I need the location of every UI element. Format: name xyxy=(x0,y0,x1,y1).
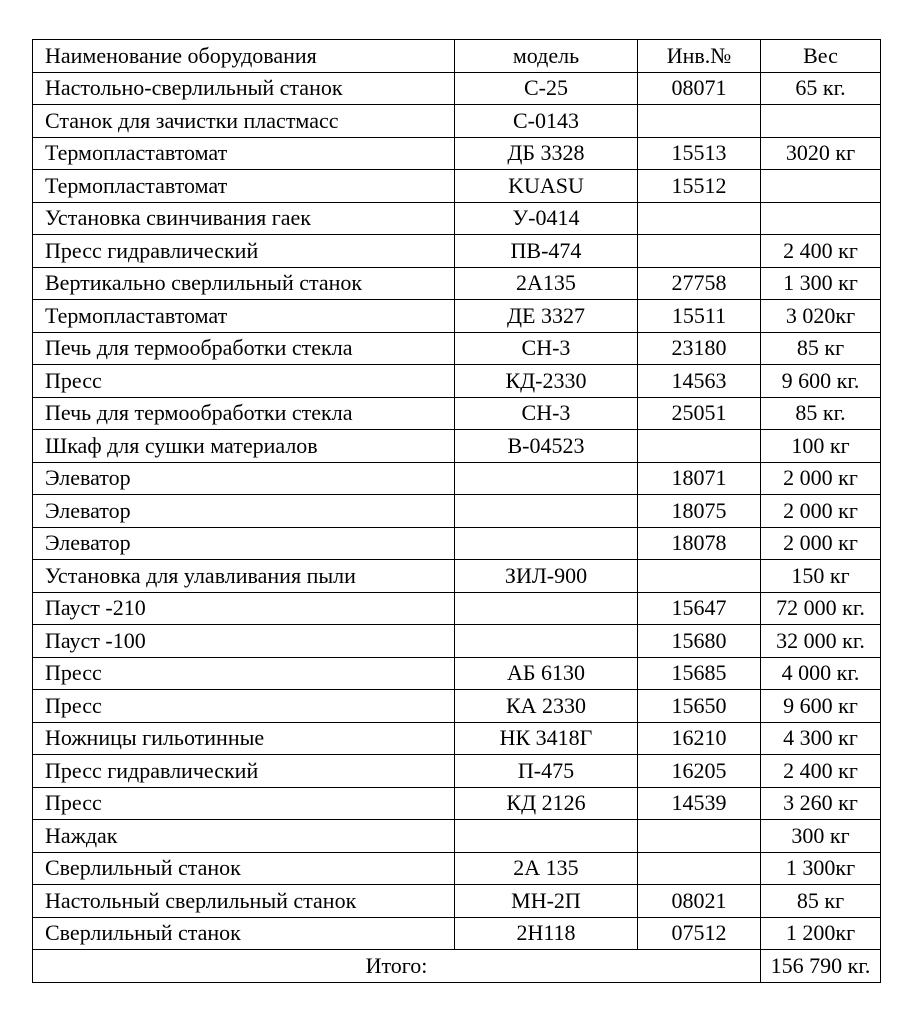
cell-weight: 150 кг xyxy=(761,560,881,593)
cell-name: Элеватор xyxy=(33,495,455,528)
cell-inventory-number xyxy=(638,820,761,853)
cell-weight: 1 200кг xyxy=(761,917,881,950)
cell-name: Пресс xyxy=(33,690,455,723)
cell-inventory-number: 18075 xyxy=(638,495,761,528)
table-row xyxy=(33,170,881,203)
total-row xyxy=(33,950,881,983)
table-row xyxy=(33,755,881,788)
cell-model: С-0143 xyxy=(455,105,638,138)
cell-name: Вертикально сверлильный станок xyxy=(33,267,455,300)
table-row xyxy=(33,267,881,300)
cell-inventory-number: 15680 xyxy=(638,625,761,658)
cell-name: Сверлильный станок xyxy=(33,917,455,950)
cell-model: КД 2126 xyxy=(455,787,638,820)
table-row xyxy=(33,137,881,170)
cell-model xyxy=(455,462,638,495)
cell-model: У-0414 xyxy=(455,202,638,235)
header-model: модель xyxy=(455,40,638,73)
table-body xyxy=(33,40,881,983)
cell-inventory-number xyxy=(638,202,761,235)
cell-model: 2А 135 xyxy=(455,852,638,885)
cell-name: Пресс гидравлический xyxy=(33,755,455,788)
table-row xyxy=(33,202,881,235)
cell-model: ЗИЛ-900 xyxy=(455,560,638,593)
cell-inventory-number: 07512 xyxy=(638,917,761,950)
table-row xyxy=(33,300,881,333)
cell-name: Настольно-сверлильный станок xyxy=(33,72,455,105)
cell-name: Пауст -210 xyxy=(33,592,455,625)
cell-model: П-475 xyxy=(455,755,638,788)
cell-model: 2А135 xyxy=(455,267,638,300)
cell-weight: 3020 кг xyxy=(761,137,881,170)
cell-inventory-number: 23180 xyxy=(638,332,761,365)
cell-weight: 2 400 кг xyxy=(761,235,881,268)
table-row xyxy=(33,885,881,918)
cell-name: Сверлильный станок xyxy=(33,852,455,885)
cell-weight: 9 600 кг xyxy=(761,690,881,723)
cell-name: Пресс xyxy=(33,657,455,690)
table-row xyxy=(33,430,881,463)
header-name: Наименование оборудования xyxy=(33,40,455,73)
cell-inventory-number: 16210 xyxy=(638,722,761,755)
cell-weight: 9 600 кг. xyxy=(761,365,881,398)
cell-inventory-number: 14539 xyxy=(638,787,761,820)
table-row xyxy=(33,722,881,755)
table-row xyxy=(33,397,881,430)
table-row xyxy=(33,72,881,105)
cell-weight: 72 000 кг. xyxy=(761,592,881,625)
cell-inventory-number: 25051 xyxy=(638,397,761,430)
cell-model: 2Н118 xyxy=(455,917,638,950)
cell-weight: 2 000 кг xyxy=(761,495,881,528)
cell-inventory-number: 15513 xyxy=(638,137,761,170)
cell-inventory-number: 15647 xyxy=(638,592,761,625)
cell-weight: 3 260 кг xyxy=(761,787,881,820)
cell-name: Пресс xyxy=(33,787,455,820)
table-row xyxy=(33,625,881,658)
total-label: Итого: xyxy=(33,950,761,983)
table-row xyxy=(33,917,881,950)
cell-name: Наждак xyxy=(33,820,455,853)
cell-name: Термопластавтомат xyxy=(33,137,455,170)
cell-weight: 4 000 кг. xyxy=(761,657,881,690)
cell-name: Установка для улавливания пыли xyxy=(33,560,455,593)
cell-model xyxy=(455,495,638,528)
cell-model: КА 2330 xyxy=(455,690,638,723)
cell-name: Установка свинчивания гаек xyxy=(33,202,455,235)
cell-weight: 2 000 кг xyxy=(761,462,881,495)
cell-name: Термопластавтомат xyxy=(33,170,455,203)
header-inventory-number: Инв.№ xyxy=(638,40,761,73)
cell-inventory-number: 08021 xyxy=(638,885,761,918)
cell-name: Печь для термообработки стекла xyxy=(33,397,455,430)
cell-weight: 3 020кг xyxy=(761,300,881,333)
cell-name: Пресс xyxy=(33,365,455,398)
cell-weight: 85 кг xyxy=(761,332,881,365)
cell-inventory-number xyxy=(638,852,761,885)
table-row xyxy=(33,690,881,723)
cell-inventory-number: 15650 xyxy=(638,690,761,723)
cell-name: Ножницы гильотинные xyxy=(33,722,455,755)
cell-inventory-number: 15685 xyxy=(638,657,761,690)
cell-model: ДЕ 3327 xyxy=(455,300,638,333)
cell-inventory-number xyxy=(638,235,761,268)
cell-name: Термопластавтомат xyxy=(33,300,455,333)
cell-name: Станок для зачистки пластмасс xyxy=(33,105,455,138)
cell-model: ДБ 3328 xyxy=(455,137,638,170)
cell-weight: 32 000 кг. xyxy=(761,625,881,658)
cell-inventory-number xyxy=(638,105,761,138)
equipment-table xyxy=(32,39,881,983)
cell-inventory-number: 18071 xyxy=(638,462,761,495)
cell-model xyxy=(455,527,638,560)
cell-name: Элеватор xyxy=(33,527,455,560)
cell-name: Пресс гидравлический xyxy=(33,235,455,268)
cell-weight xyxy=(761,105,881,138)
cell-weight xyxy=(761,170,881,203)
table-row xyxy=(33,332,881,365)
table-row xyxy=(33,527,881,560)
table-row xyxy=(33,820,881,853)
cell-inventory-number: 16205 xyxy=(638,755,761,788)
cell-model: АБ 6130 xyxy=(455,657,638,690)
cell-model: KUASU xyxy=(455,170,638,203)
cell-inventory-number: 15511 xyxy=(638,300,761,333)
cell-inventory-number: 08071 xyxy=(638,72,761,105)
table-row xyxy=(33,235,881,268)
cell-name: Элеватор xyxy=(33,462,455,495)
cell-model xyxy=(455,592,638,625)
table-row xyxy=(33,852,881,885)
cell-model: СН-3 xyxy=(455,332,638,365)
cell-model xyxy=(455,625,638,658)
cell-name: Настольный сверлильный станок xyxy=(33,885,455,918)
cell-weight: 85 кг. xyxy=(761,397,881,430)
cell-model: СН-3 xyxy=(455,397,638,430)
cell-weight: 300 кг xyxy=(761,820,881,853)
cell-inventory-number: 15512 xyxy=(638,170,761,203)
cell-model: НК 3418Г xyxy=(455,722,638,755)
cell-inventory-number: 14563 xyxy=(638,365,761,398)
header-weight: Вес xyxy=(761,40,881,73)
cell-name: Шкаф для сушки материалов xyxy=(33,430,455,463)
total-value: 156 790 кг. xyxy=(761,950,881,983)
cell-weight: 1 300кг xyxy=(761,852,881,885)
cell-model: В-04523 xyxy=(455,430,638,463)
table-row xyxy=(33,105,881,138)
table-row xyxy=(33,495,881,528)
cell-name: Пауст -100 xyxy=(33,625,455,658)
cell-model: ПВ-474 xyxy=(455,235,638,268)
cell-weight xyxy=(761,202,881,235)
cell-weight: 1 300 кг xyxy=(761,267,881,300)
cell-inventory-number: 18078 xyxy=(638,527,761,560)
cell-inventory-number xyxy=(638,430,761,463)
table-row xyxy=(33,657,881,690)
table-row xyxy=(33,462,881,495)
cell-weight: 100 кг xyxy=(761,430,881,463)
table-row xyxy=(33,592,881,625)
table-row xyxy=(33,365,881,398)
cell-weight: 2 400 кг xyxy=(761,755,881,788)
cell-weight: 4 300 кг xyxy=(761,722,881,755)
header-row xyxy=(33,40,881,73)
table-row xyxy=(33,560,881,593)
cell-inventory-number: 27758 xyxy=(638,267,761,300)
cell-weight: 2 000 кг xyxy=(761,527,881,560)
cell-name: Печь для термообработки стекла xyxy=(33,332,455,365)
cell-weight: 65 кг. xyxy=(761,72,881,105)
cell-inventory-number xyxy=(638,560,761,593)
table-row xyxy=(33,787,881,820)
cell-model: МН-2П xyxy=(455,885,638,918)
cell-model xyxy=(455,820,638,853)
cell-weight: 85 кг xyxy=(761,885,881,918)
cell-model: КД-2330 xyxy=(455,365,638,398)
cell-model: С-25 xyxy=(455,72,638,105)
